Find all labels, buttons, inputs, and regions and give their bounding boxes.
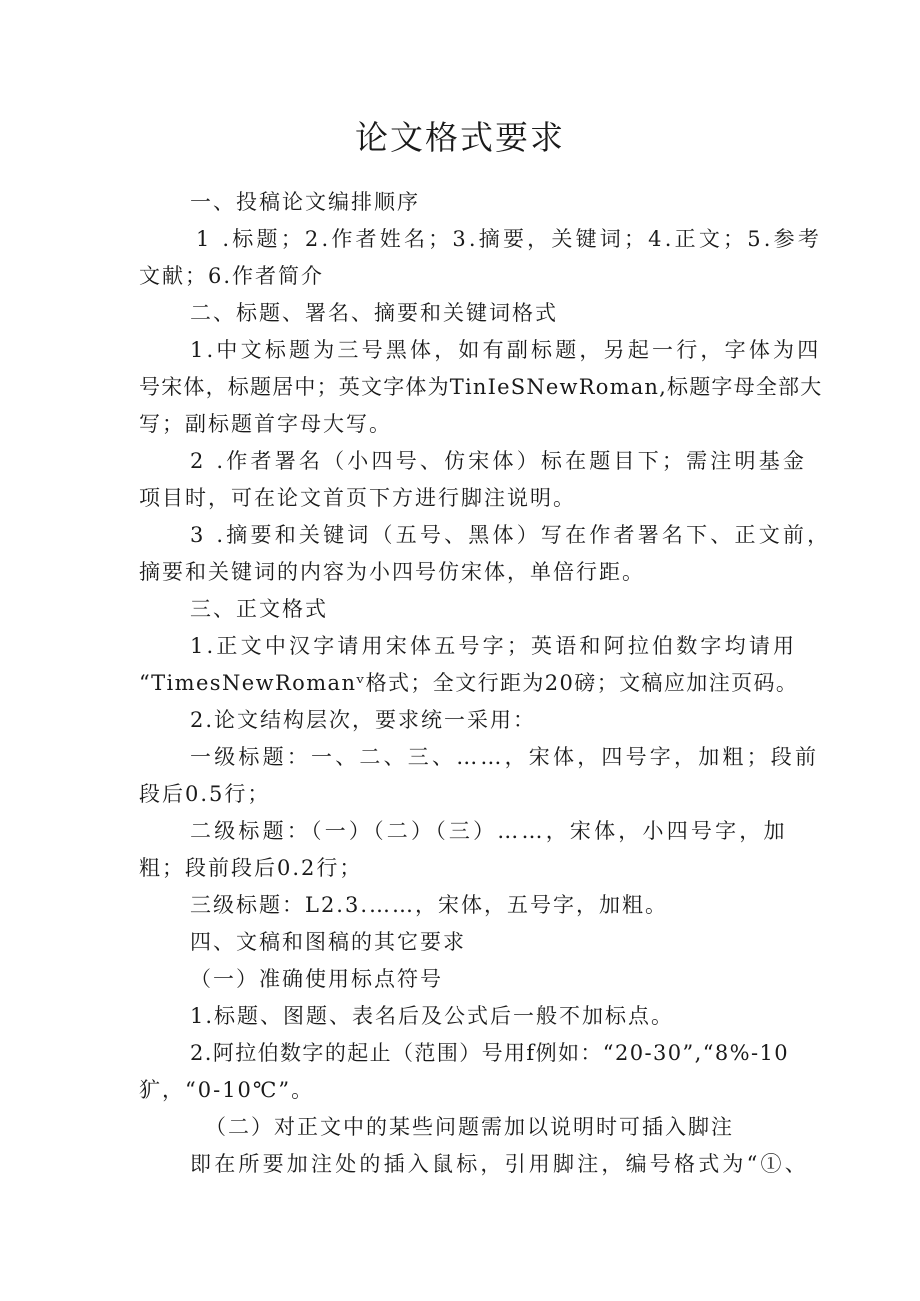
paragraph-line: 文献；6.作者简介 [139, 264, 325, 288]
section-heading-2: 二、标题、署名、摘要和关键词格式 [190, 301, 558, 325]
section-heading-1: 一、投稿论文编排顺序 [190, 190, 420, 214]
paragraph-line: 三级标题：L2.3.……，宋体，五号字，加粗。 [190, 893, 669, 917]
paragraph-line: 1.中文标题为三号黑体，如有副标题，另起一行，字体为四 [190, 338, 822, 362]
paragraph-line: 犷，“0-10℃”。 [139, 1078, 315, 1102]
paragraph-line: 1 .标题；2.作者姓名；3.摘要，关键词；4.正文；5.参考 [196, 227, 823, 251]
paragraph-line: 2.论文结构层次，要求统一采用： [190, 708, 537, 732]
paragraph-line: 1.正文中汉字请用宋体五号字；英语和阿拉伯数字均请用 [190, 634, 798, 658]
paragraph-line: 即在所要加注处的插入鼠标，引用脚注，编号格式为“①、 [190, 1152, 809, 1176]
paragraph-line: 写；副标题首字母大写。 [139, 412, 392, 436]
paragraph-line: “TimesNewRomanᵛ格式；全文行距为20磅；文稿应加注页码。 [139, 671, 799, 695]
paragraph-line: 二级标题：（一）（二）（三）……，宋体，小四号字，加 [190, 819, 788, 843]
paragraph-line: 粗；段前段后0.2行； [139, 856, 363, 880]
paragraph-line: 摘要和关键词的内容为小四号仿宋体，单倍行距。 [139, 560, 645, 584]
paragraph-line: 2 .作者署名（小四号、仿宋体）标在题目下；需注明基金 [190, 449, 808, 473]
page-title: 论文格式要求 [355, 118, 565, 157]
paragraph-line: 段后0.5行； [139, 782, 271, 806]
section-heading-3: 三、正文格式 [190, 597, 328, 621]
paragraph-line: 2.阿拉伯数字的起止（范围）号用f例如：“20-30”,“8%-10 [190, 1041, 789, 1065]
subsection-heading: （二）对正文中的某些问题需加以说明时可插入脚注 [205, 1115, 734, 1139]
paragraph-line: 一级标题：一、二、三、……，宋体，四号字，加粗；段前 [190, 745, 820, 769]
paragraph-line: 1.标题、图题、表名后及公式后一般不加标点。 [190, 1004, 675, 1028]
paragraph-line: 号宋体，标题居中；英文字体为TinIeSNewRoman,标题字母全部大 [139, 375, 823, 399]
subsection-heading: （一）准确使用标点符号 [190, 967, 443, 991]
paragraph-line: 项目时，可在论文首页下方进行脚注说明。 [139, 486, 576, 510]
section-heading-4: 四、文稿和图稿的其它要求 [190, 930, 466, 954]
paragraph-line: 3 .摘要和关键词（五号、黑体）写在作者署名下、正文前， [190, 523, 832, 547]
